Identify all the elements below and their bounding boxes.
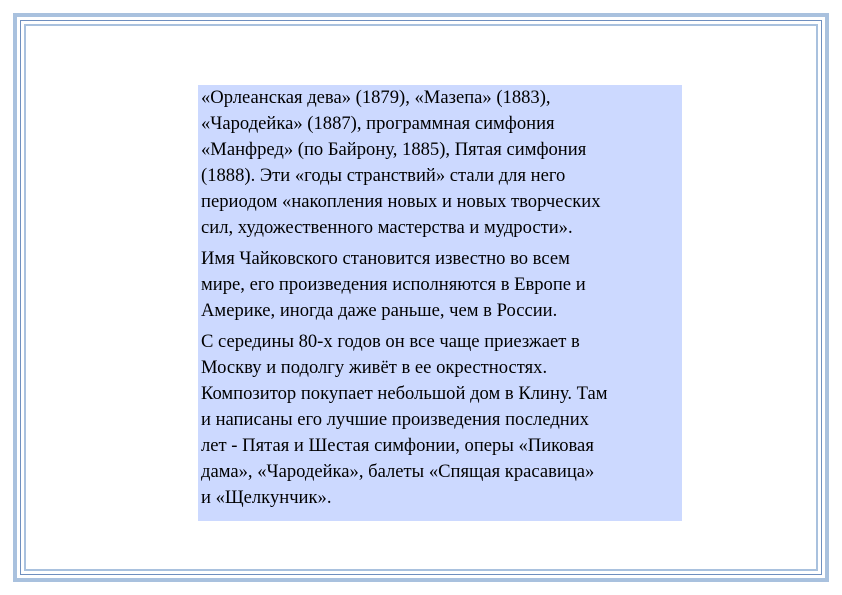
text-line: и «Щелкунчик». xyxy=(201,487,332,508)
text-line: «Манфред» (по Байрону, 1885), Пятая симфония xyxy=(201,139,587,160)
text-block xyxy=(198,85,682,521)
text-line: мире, его произведения исполняются в Европе и xyxy=(201,274,586,295)
text-line: «Орлеанская дева» (1879), «Мазепа» (1883), xyxy=(201,87,551,108)
text-line: (1888). Эти «годы странствий» стали для него xyxy=(201,165,566,186)
text-line: периодом «накопления новых и новых творческих xyxy=(201,191,601,212)
paragraph-1 xyxy=(201,85,680,241)
text-line: сил, художественного мастерства и мудрости». xyxy=(201,217,573,238)
text-line: Америке, иногда даже раньше, чем в России. xyxy=(201,300,558,321)
text-line: лет - Пятая и Шестая симфонии, оперы «Пиковая xyxy=(201,435,594,456)
text-line: С середины 80-х годов он все чаще приезжает в xyxy=(201,331,580,352)
text-line: «Чародейка» (1887), программная симфония xyxy=(201,113,555,134)
text-line: и написаны его лучшие произведения последних xyxy=(201,409,589,430)
text-line: Имя Чайковского становится известно во всем xyxy=(201,248,570,269)
text-line: Москву и подолгу живёт в ее окрестностях. xyxy=(201,357,548,378)
paragraph-2 xyxy=(201,246,680,324)
paragraph-3 xyxy=(201,329,680,511)
text-line: дама», «Чародейка», балеты «Спящая красавица» xyxy=(201,461,595,482)
text-line: Композитор покупает небольшой дом в Клину. Там xyxy=(201,383,608,404)
